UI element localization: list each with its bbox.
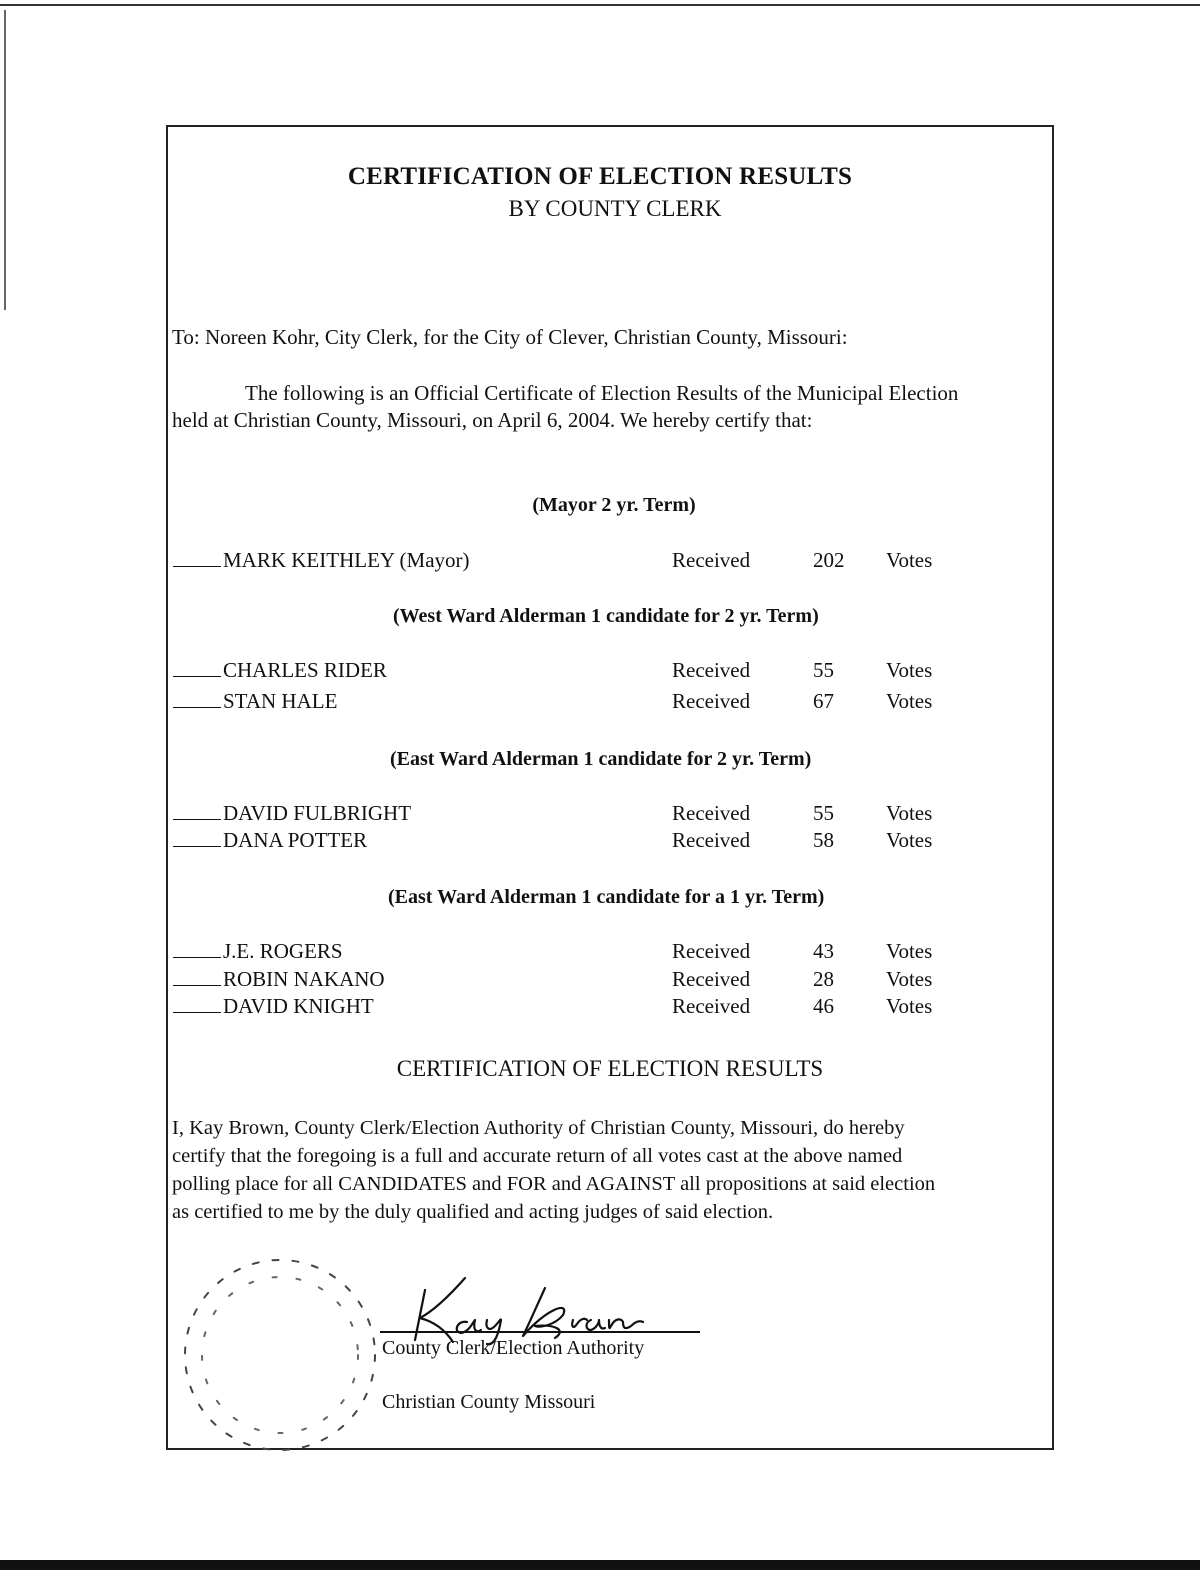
document-title: CERTIFICATION OF ELECTION RESULTS: [347, 163, 853, 190]
certification-line-3: polling place for all CANDIDATES and FOR and AGAINST all propositions at said election: [172, 1173, 936, 1195]
votes-label: Votes: [886, 548, 933, 572]
county-seal-emboss: [170, 1245, 400, 1475]
race-heading-east-ward-2yr: (East Ward Alderman 1 candidate for 2 yr. Term): [390, 748, 812, 770]
candidate-name: MARK KEITHLEY (Mayor): [223, 548, 470, 572]
votes-label: Votes: [886, 689, 933, 713]
received-label: Received: [672, 548, 751, 572]
certification-line-1: I, Kay Brown, County Clerk/Election Authority of Christian County, Missouri, do hereby: [172, 1117, 905, 1139]
vote-count: 55: [813, 801, 834, 825]
signer-location: Christian County Missouri: [382, 1391, 596, 1413]
check-blank: [173, 818, 221, 820]
received-label: Received: [672, 828, 751, 852]
check-blank: [173, 675, 221, 677]
race-heading-west-ward: (West Ward Alderman 1 candidate for 2 yr. Term): [393, 605, 819, 627]
vote-count: 55: [813, 658, 834, 682]
candidate-name: ROBIN NAKANO: [223, 967, 385, 991]
candidate-row: [173, 801, 411, 826]
certification-line-2: certify that the foregoing is a full and accurate return of all votes cast at the above named: [172, 1145, 903, 1167]
candidate-row: [173, 939, 343, 964]
scan-edge-left: [4, 10, 6, 310]
candidate-name: J.E. ROGERS: [223, 939, 343, 963]
received-label: Received: [672, 939, 751, 963]
votes-label: Votes: [886, 658, 933, 682]
check-blank: [173, 1011, 221, 1013]
votes-label: Votes: [886, 967, 933, 991]
received-label: Received: [672, 967, 751, 991]
intro-line-2: held at Christian County, Missouri, on April 6, 2004. We hereby certify that:: [172, 408, 813, 432]
candidate-name: DAVID FULBRIGHT: [223, 801, 412, 825]
candidate-row: [173, 828, 367, 853]
votes-label: Votes: [886, 994, 933, 1018]
votes-label: Votes: [886, 939, 933, 963]
vote-count: 202: [813, 548, 845, 572]
intro-line-1: The following is an Official Certificate of Election Results of the Municipal Election: [245, 381, 959, 405]
certification-title: CERTIFICATION OF ELECTION RESULTS: [396, 1056, 824, 1081]
candidate-row: [173, 658, 387, 683]
received-label: Received: [672, 658, 751, 682]
check-blank: [173, 984, 221, 986]
vote-count: 67: [813, 689, 834, 713]
received-label: Received: [672, 801, 751, 825]
scan-edge-bottom: [0, 1560, 1200, 1570]
candidate-name: CHARLES RIDER: [223, 658, 387, 682]
check-blank: [173, 845, 221, 847]
vote-count: 58: [813, 828, 834, 852]
check-blank: [173, 956, 221, 958]
check-blank: [173, 565, 221, 567]
signature-line: [380, 1331, 700, 1333]
signer-title: County Clerk/Election Authority: [382, 1337, 645, 1359]
votes-label: Votes: [886, 828, 933, 852]
scan-edge-top: [0, 4, 1200, 6]
race-heading-mayor: (Mayor 2 yr. Term): [532, 494, 696, 516]
vote-count: 28: [813, 967, 834, 991]
candidate-row: [173, 994, 374, 1019]
vote-count: 43: [813, 939, 834, 963]
candidate-row: [173, 548, 470, 573]
document-subtitle: BY COUNTY CLERK: [508, 196, 722, 221]
race-heading-east-ward-1yr: (East Ward Alderman 1 candidate for a 1 yr. Term): [388, 886, 825, 908]
vote-count: 46: [813, 994, 834, 1018]
candidate-name: DAVID KNIGHT: [223, 994, 374, 1018]
votes-label: Votes: [886, 801, 933, 825]
addressee-line: To: Noreen Kohr, City Clerk, for the City of Clever, Christian County, Missouri:: [172, 325, 848, 349]
certification-line-4: as certified to me by the duly qualified and acting judges of said election.: [172, 1201, 774, 1223]
candidate-row: [173, 967, 385, 992]
received-label: Received: [672, 689, 751, 713]
candidate-name: DANA POTTER: [223, 828, 368, 852]
candidate-name: STAN HALE: [223, 689, 338, 713]
received-label: Received: [672, 994, 751, 1018]
candidate-row: [173, 689, 337, 714]
check-blank: [173, 706, 221, 708]
